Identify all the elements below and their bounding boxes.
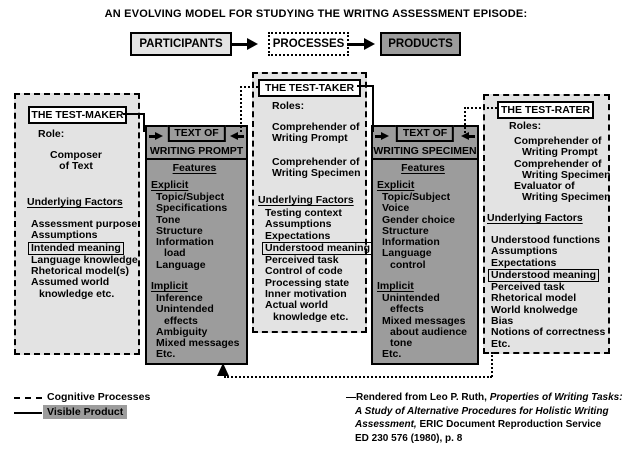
factor-item: Rhetorical model(s): [31, 265, 130, 278]
list-item: Language: [382, 247, 432, 260]
test-maker-factors: [31, 219, 138, 300]
writing-prompt-explicit-label: Explicit: [151, 179, 189, 191]
factor-item: Etc.: [491, 337, 511, 350]
test-taker-roles-label: Roles:: [272, 100, 305, 112]
arrow-right-icon: [230, 38, 258, 50]
arrow-head: [461, 132, 469, 140]
diagram-title: AN EVOLVING MODEL FOR STUDYING THE WRITNG ASSESSMENT EPISODE:: [104, 8, 528, 20]
writing-prompt-header-tab: [167, 125, 225, 142]
factor-item: Inner motivation: [265, 288, 347, 301]
list-item: Voice: [382, 202, 410, 215]
arrow-head: [381, 132, 389, 140]
list-item: Unintended: [382, 292, 440, 304]
writing-prompt-implicit-label: Implicit: [151, 280, 188, 292]
connector-taker-to-prompt-h: [240, 86, 258, 88]
list-item: Mixed messages: [156, 337, 240, 350]
list-item: Information: [156, 236, 214, 249]
legend-cognitive-label: Cognitive Processes: [47, 391, 151, 403]
role-line: Comprehender of: [272, 155, 360, 168]
writing-prompt-implicit-items: [156, 293, 239, 361]
role-line: Writing Prompt: [272, 132, 348, 145]
arrow-up-icon: [217, 363, 229, 376]
citation-italic: Assessment,: [355, 419, 417, 430]
participants-box: [130, 32, 232, 56]
role-line: Comprehender of: [272, 121, 360, 133]
factor-item: Assumptions: [491, 245, 558, 258]
list-item: control: [390, 258, 426, 271]
citation-italic: A Study of Alternative Procedures for Holistic Writing: [355, 405, 609, 417]
test-maker-header: [28, 106, 127, 124]
factor-item: [31, 242, 138, 255]
factor-item: Assessment purpose: [31, 218, 138, 230]
test-rater-header: [497, 101, 594, 119]
test-maker-factors-label: Underlying Factors: [27, 196, 123, 208]
role-line: Writing Specimen: [522, 168, 611, 181]
arrow-tail: [469, 135, 475, 138]
header-line2: WRITING PROMPT: [149, 145, 244, 157]
factor-item: Assumptions: [265, 218, 332, 231]
factor-item: World knolwedge: [491, 303, 578, 316]
test-rater-header-label: THE TEST-RATER: [500, 104, 591, 116]
connector-maker-to-prompt-h: [123, 113, 145, 115]
citation-text: —Rendered from Leo P. Ruth,: [346, 392, 490, 403]
arrow-left-icon: [461, 132, 475, 140]
header-line1: TEXT OF: [402, 127, 448, 139]
citation-line: [346, 391, 630, 405]
citation-text: ED 230 576 (1980), p. 8: [355, 432, 463, 444]
citation-line: [346, 432, 630, 446]
list-item: Inference: [156, 292, 203, 304]
test-rater-roles-label: Roles:: [509, 120, 542, 132]
list-item: Etc.: [382, 348, 402, 361]
legend-visible-label: Visible Product: [43, 405, 127, 419]
role-line: Comprehender of: [514, 135, 602, 147]
test-rater-factors-label: Underlying Factors: [487, 212, 583, 224]
writing-specimen-implicit-label: Implicit: [377, 280, 414, 292]
arrow-right-icon: [347, 38, 375, 50]
connector-rater-to-prompt-h: [224, 376, 492, 378]
citation-text: ERIC Document Reproduction Service: [416, 419, 602, 430]
writing-specimen-header: [371, 125, 479, 160]
writing-prompt-header: [145, 125, 248, 160]
header-line1: TEXT OF: [174, 127, 219, 139]
factor-item: Bias: [491, 315, 514, 328]
factor-item: Expectations: [491, 256, 557, 269]
factor-item: Actual world: [265, 299, 329, 312]
role-line: Evaluator of: [514, 180, 575, 193]
factor-item: Perceived task: [491, 281, 565, 294]
arrow-right-icon: [149, 132, 163, 140]
list-item: effects: [164, 314, 198, 327]
connector-rater-to-specimen-v: [464, 107, 466, 133]
legend-solid-line-sample: [14, 412, 42, 414]
role-line: of Text: [59, 160, 93, 173]
factor-item-boxed: Intended meaning: [28, 242, 124, 255]
connector-maker-to-prompt-v: [143, 113, 145, 132]
writing-specimen-explicit-label: Explicit: [377, 179, 415, 191]
factor-item: Assumed world: [31, 276, 110, 289]
test-maker-role-label: Role:: [38, 128, 65, 140]
arrow-tail: [230, 43, 247, 46]
writing-prompt-explicit-items: [156, 192, 227, 271]
factor-item: knowledge etc.: [273, 310, 349, 323]
factor-item: Control of code: [265, 265, 343, 278]
factor-item: Testing context: [265, 207, 342, 219]
list-item: Unintended: [156, 303, 214, 316]
factor-item: Language knowledge: [31, 253, 138, 266]
factor-item-boxed: Understood meaning: [488, 269, 599, 282]
arrow-head: [230, 132, 238, 140]
list-item: Tone: [156, 213, 181, 226]
factor-item: Understood functions: [491, 234, 601, 246]
list-item: Structure: [156, 224, 203, 237]
list-item: Gender choice: [382, 213, 455, 226]
writing-specimen-implicit-items: [382, 293, 467, 361]
list-item: Ambiguity: [156, 325, 208, 338]
factor-item: [491, 269, 605, 282]
list-item: Structure: [382, 224, 429, 237]
factor-item: Rhetorical model: [491, 292, 577, 305]
arrow-tail: [347, 43, 364, 46]
list-item: Mixed messages: [382, 314, 466, 327]
citation-italic: Properties of Writing Tasks:: [489, 392, 623, 403]
connector-rater-to-specimen-h: [464, 107, 497, 109]
arrow-tail: [238, 135, 244, 138]
list-item: Specifications: [156, 202, 228, 215]
citation-line: [346, 405, 630, 419]
test-taker-factors: [265, 208, 373, 323]
role-line: Comprehender of: [514, 157, 602, 170]
test-maker-roles: [24, 150, 128, 173]
products-box: [380, 32, 461, 56]
writing-prompt-features-label: Features: [172, 162, 217, 174]
role-line: Composer: [50, 149, 102, 161]
arrow-head: [364, 38, 375, 50]
writing-specimen-explicit-items: [382, 192, 455, 271]
products-label: PRODUCTS: [388, 38, 453, 50]
list-item: tone: [390, 337, 413, 350]
test-taker-roles: [272, 122, 361, 179]
arrow-head: [155, 132, 163, 140]
list-item: Topic/Subject: [156, 191, 225, 203]
participants-label: PARTICIPANTS: [139, 38, 223, 50]
test-taker-header: [258, 79, 361, 97]
test-rater-roles: [514, 136, 611, 204]
test-maker-header-label: THE TEST-MAKER: [31, 109, 124, 121]
arrow-head: [247, 38, 258, 50]
list-item: effects: [390, 303, 424, 316]
factor-item: knowledge etc.: [39, 287, 115, 300]
role-line: Writing Specimen: [522, 191, 611, 204]
factor-item: Assumptions: [31, 229, 98, 242]
connector-taker-to-prompt-v: [240, 86, 242, 132]
list-item: load: [164, 247, 186, 260]
list-item: Information: [382, 236, 440, 249]
citation: [346, 391, 630, 445]
test-taker-factors-label: Underlying Factors: [258, 194, 354, 206]
factor-item: [265, 242, 373, 255]
legend-dashed-line-sample: [14, 397, 42, 399]
test-rater-factors: [491, 235, 605, 350]
header-line2: WRITING SPECIMEN: [373, 145, 477, 157]
spacer: [272, 145, 361, 157]
role-line: Writing Specimen: [272, 166, 361, 179]
processes-label: PROCESSES: [272, 38, 345, 50]
factor-item: Perceived task: [265, 254, 339, 267]
connector-rater-to-prompt-v: [491, 352, 493, 377]
factor-item: Expectations: [265, 229, 331, 242]
factor-item-boxed: Understood meaning: [262, 242, 373, 255]
writing-specimen-header-tab: [396, 125, 454, 142]
list-item: Language: [156, 258, 206, 271]
connector-taker-to-specimen-v: [372, 85, 374, 132]
arrow-left-icon: [230, 132, 244, 140]
list-item: about audience: [390, 325, 468, 338]
writing-specimen-features-label: Features: [401, 162, 445, 174]
list-item: Etc.: [156, 348, 176, 361]
role-line: Writing Prompt: [522, 146, 598, 159]
processes-box: [268, 32, 349, 56]
list-item: Topic/Subject: [382, 191, 451, 203]
factor-item: Notions of correctness: [491, 326, 606, 339]
factor-item: Processing state: [265, 276, 350, 289]
arrow-right-icon: [375, 132, 389, 140]
citation-line: [346, 418, 630, 432]
test-taker-header-label: THE TEST-TAKER: [264, 82, 355, 94]
